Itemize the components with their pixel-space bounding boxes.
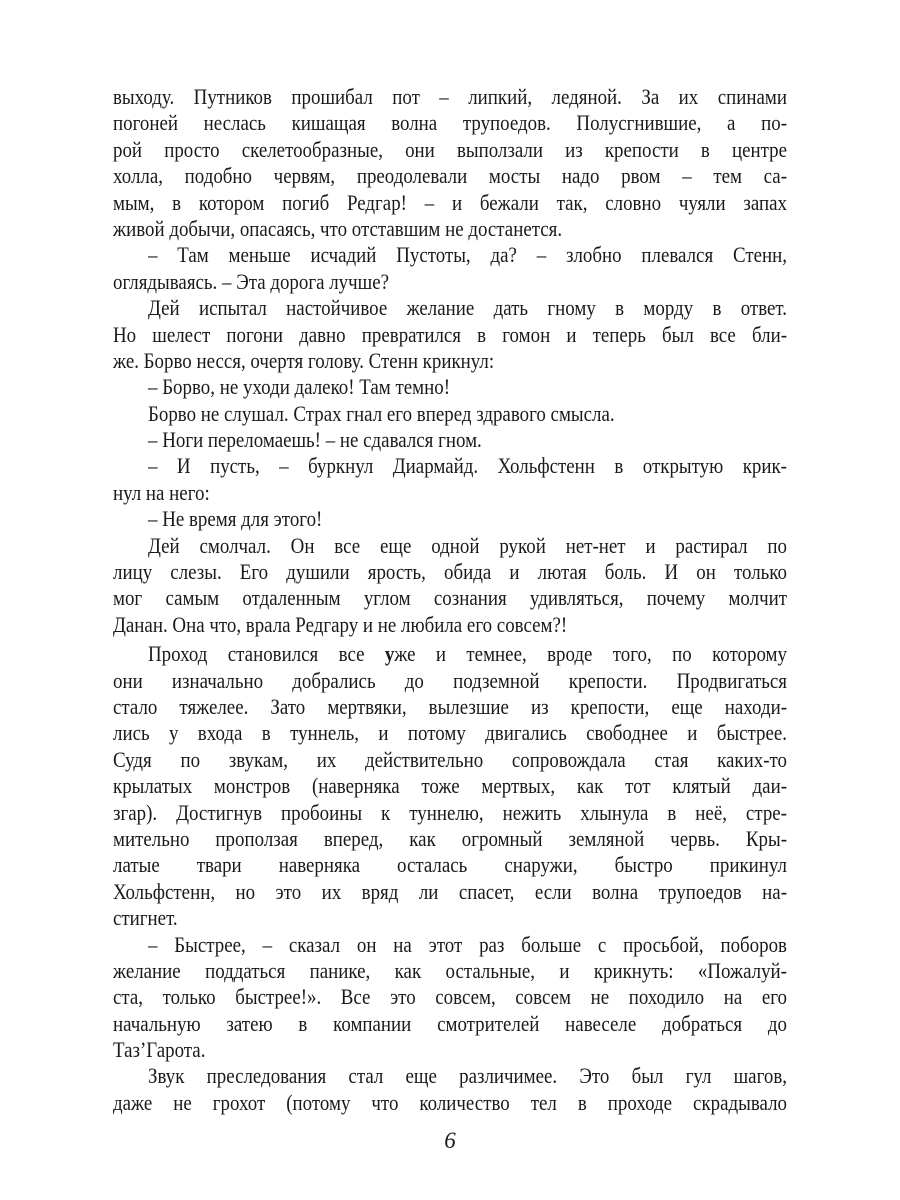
text-line-content: Дей испытал настойчивое желание дать гному в морду в ответ. <box>148 295 787 321</box>
text-line <box>113 958 787 984</box>
text-line <box>113 84 787 110</box>
text-line-content: лись у входа в туннель, и потому двигались свободнее и быстрее. <box>113 720 787 746</box>
text-line <box>113 1063 787 1089</box>
text-line <box>113 612 787 638</box>
text-line <box>113 694 787 720</box>
text-line-content: стало тяжелее. Зато мертвяки, вылезшие из крепости, еще находи- <box>113 693 787 719</box>
text-line <box>113 720 787 746</box>
text-line <box>113 137 787 163</box>
text-line-content: мительно проползая вперед, как огромный земляной червь. Кры- <box>113 825 787 851</box>
text-line-content: латые твари наверняка осталась снаружи, быстро прикинул <box>113 852 787 878</box>
text-line-content: – И пусть, – буркнул Диармайд. Хольфстенн в открытую крик- <box>148 453 787 479</box>
text-line-content: – Борво, не уходи далеко! Там темно! <box>148 374 451 400</box>
text-line <box>113 773 787 799</box>
stressed-letter: у <box>384 641 395 667</box>
text-line <box>113 348 787 374</box>
text-line-content: погоней неслась кишащая волна трупоедов. Полусгнившие, а по- <box>113 110 787 136</box>
text-segment: Проход становился все <box>148 641 385 667</box>
text-line <box>113 1090 787 1116</box>
body-text <box>113 84 787 1116</box>
text-line <box>113 668 787 694</box>
text-line <box>113 506 787 532</box>
text-line <box>113 480 787 506</box>
text-line-content: стигнет. <box>113 905 178 931</box>
text-line <box>113 641 787 667</box>
text-line-content: – Быстрее, – сказал он на этот раз больше с просьбой, поборов <box>148 931 787 957</box>
text-line-content: выходу. Путников прошибал пот – липкий, ледяной. За их спинами <box>113 84 787 109</box>
page-number: 6 <box>444 1128 456 1153</box>
text-line-content: Данан. Она что, врала Редгару и не любила его совсем?! <box>113 611 568 637</box>
text-line <box>113 269 787 295</box>
text-line-content: Дей смолчал. Он все еще одной рукой нет-нет и растирал по <box>148 532 787 558</box>
text-line <box>113 295 787 321</box>
text-line-content: мым, в котором погиб Редгар! – и бежали так, словно чуяли запах <box>113 189 787 215</box>
text-line <box>113 585 787 611</box>
text-line-content: ста, только быстрее!». Все это совсем, совсем не походило на его <box>113 984 787 1010</box>
text-line-content: крылатых монстров (наверняка тоже мертвых, как тот клятый даи- <box>113 773 787 799</box>
text-line-content: желание поддаться панике, как остальные, и крикнуть: «Пожалуй- <box>113 957 787 983</box>
text-line-content: мог самым отдаленным углом сознания удивляться, почему молчит <box>113 585 787 611</box>
text-line <box>113 879 787 905</box>
text-line <box>113 374 787 400</box>
text-line-content: Звук преследования стал еще различимее. Это был гул шагов, <box>148 1063 787 1089</box>
text-line-content: Борво не слушал. Страх гнал его вперед здравого смысла. <box>148 400 615 426</box>
text-line <box>113 453 787 479</box>
text-line <box>113 322 787 348</box>
text-line-content: Таз’Гарота. <box>113 1037 206 1063</box>
text-line-content: нул на него: <box>113 479 210 505</box>
text-line-content: – Не время для этого! <box>148 506 323 532</box>
text-line <box>113 826 787 852</box>
text-line-content: – Ноги переломаешь! – не сдавался гном. <box>148 427 482 453</box>
text-line <box>113 1037 787 1063</box>
text-line-content: же. Борво несся, очертя голову. Стенн крикнул: <box>113 347 495 373</box>
text-line <box>113 427 787 453</box>
text-line-content: они изначально добрались до подземной крепости. Продвигаться <box>113 667 787 693</box>
text-line-content: – Там меньше исчадий Пустоты, да? – злобно плевался Стенн, <box>148 242 787 268</box>
text-line <box>113 984 787 1010</box>
text-line <box>113 852 787 878</box>
text-line <box>113 932 787 958</box>
text-line-content: живой добычи, опасаясь, что отставшим не достанется. <box>113 215 563 241</box>
text-line <box>113 533 787 559</box>
text-line <box>113 216 787 242</box>
text-line-content: оглядываясь. – Эта дорога лучше? <box>113 268 390 294</box>
text-line-content: Но шелест погони давно превратился в гомон и теперь был все бли- <box>113 321 787 347</box>
text-line-content: лицу слезы. Его душили ярость, обида и лютая боль. И он только <box>113 559 787 585</box>
text-line-content: Хольфстенн, но это их вряд ли спасет, если волна трупоедов на- <box>113 878 787 904</box>
text-line <box>113 1011 787 1037</box>
text-line <box>113 401 787 427</box>
text-line-content: Судя по звукам, их действительно сопровождала стая каких-то <box>113 746 787 772</box>
text-line <box>113 905 787 931</box>
text-line <box>113 800 787 826</box>
text-line <box>113 190 787 216</box>
text-line-content: згар). Достигнув пробоины к туннелю, нежить хлынула в неё, стре- <box>113 799 787 825</box>
text-line <box>113 110 787 136</box>
text-line <box>113 242 787 268</box>
text-line-content: холла, подобно червям, преодолевали мосты надо рвом – тем са- <box>113 163 787 189</box>
text-line <box>113 559 787 585</box>
text-line-content: начальную затею в компании смотрителей навеселе добраться до <box>113 1010 787 1036</box>
text-line-content <box>148 641 787 667</box>
text-segment: же и темнее, вроде того, по которому <box>394 641 787 667</box>
text-line <box>113 747 787 773</box>
text-line-content: даже не грохот (потому что количество тел в проходе скрадывало <box>113 1089 787 1115</box>
text-line-content: рой просто скелетообразные, они выползали из крепости в центре <box>113 136 787 162</box>
text-line <box>113 163 787 189</box>
